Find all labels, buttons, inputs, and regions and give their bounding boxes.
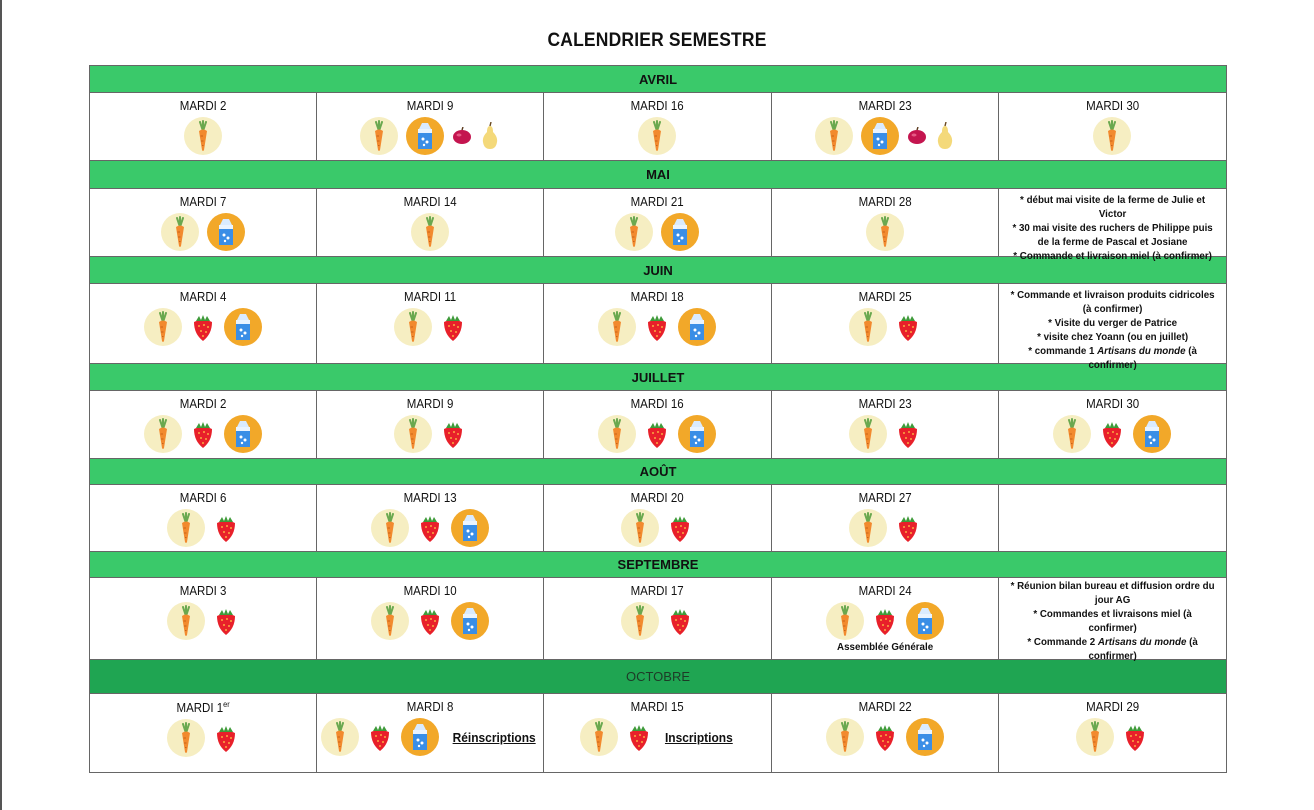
note-line: * Commandes et livraisons miel (à confirmer): [1033, 607, 1192, 634]
strawberry-icon: [190, 419, 216, 449]
notes: [1007, 284, 1218, 372]
month-header-octobre: OCTOBRE: [90, 660, 1226, 694]
note-line: * commande 1 Artisans du monde (à confirmer): [1027, 345, 1197, 371]
milk-carton-icon: [207, 213, 245, 251]
note-line: * Visite du verger de Patrice: [1047, 317, 1177, 329]
day-label: MARDI 13: [403, 491, 457, 505]
notes-cell: [999, 578, 1226, 662]
carrot-icon: [826, 602, 864, 640]
carrot-icon: [167, 602, 205, 640]
day-label: MARDI 3: [179, 584, 227, 598]
produce-icons: [317, 213, 543, 251]
carrot-icon: [598, 308, 636, 346]
milk-carton-icon: [224, 415, 262, 453]
produce-icons: [544, 602, 770, 640]
plum-icon: [452, 127, 472, 145]
day-cell: [544, 578, 771, 659]
carrot-icon: [394, 415, 432, 453]
strawberry-icon: [895, 419, 921, 449]
strawberry-icon: [417, 513, 443, 543]
day-label: MARDI 24: [858, 584, 912, 598]
strawberry-icon: [667, 513, 693, 543]
milk-carton-icon: [1133, 415, 1171, 453]
strawberry-icon: [644, 419, 670, 449]
notes-cell: [999, 189, 1226, 262]
month-row-juillet: [90, 391, 1226, 459]
month-header-mai: MAI: [90, 161, 1226, 189]
produce-icons: [999, 117, 1226, 155]
day-cell: [317, 694, 544, 772]
strawberry-icon: [213, 606, 239, 636]
note-line: * Commande et livraison miel (à confirmer): [1013, 250, 1212, 262]
day-cell: [317, 391, 544, 458]
day-label: MARDI 8: [406, 700, 454, 714]
produce-icons: [772, 718, 998, 756]
day-label: MARDI 15: [630, 700, 684, 714]
note-line: * 30 mai visite des ruchers de Philippe puis de la ferme de Pascal et Josiane: [1012, 222, 1213, 248]
day-label: MARDI 16: [630, 397, 684, 411]
produce-icons: [317, 718, 543, 756]
strawberry-icon: [213, 513, 239, 543]
day-cell: [772, 694, 999, 772]
produce-icons: [90, 415, 316, 453]
day-label: MARDI 2: [179, 397, 227, 411]
month-header-avril: AVRIL: [90, 66, 1226, 93]
note-line: * début mai visite de la ferme de Julie et Victor: [1019, 194, 1205, 220]
day-cell: [772, 284, 999, 363]
day-cell: [90, 694, 317, 772]
day-label: MARDI 21: [630, 195, 684, 209]
event-label: Assemblée Générale: [836, 641, 933, 653]
day-label: MARDI 29: [1085, 700, 1139, 714]
note-line: * Réunion bilan bureau et diffusion ordre du jour AG: [1010, 579, 1215, 606]
month-row-octobre: [90, 694, 1226, 772]
day-label: MARDI 16: [630, 99, 684, 113]
carrot-icon: [360, 117, 398, 155]
produce-icons: [90, 602, 316, 640]
notes-cell: [999, 284, 1226, 371]
strawberry-icon: [895, 312, 921, 342]
produce-icons: [772, 308, 998, 346]
day-cell: [90, 391, 317, 458]
note-line: * Commande 2 Artisans du monde (à confirmer): [1027, 635, 1198, 662]
produce-icons: [544, 415, 770, 453]
produce-icons: [999, 718, 1226, 756]
carrot-icon: [371, 602, 409, 640]
carrot-icon: [866, 213, 904, 251]
month-row-avril: [90, 93, 1226, 161]
day-cell: [772, 189, 999, 256]
note-line: * Commande et livraison produits cidricoles (à confirmer): [1010, 289, 1215, 315]
day-label: MARDI 23: [858, 99, 912, 113]
day-label: MARDI 14: [403, 195, 457, 209]
strawberry-icon: [367, 722, 393, 752]
month-header-juillet: JUILLET: [90, 364, 1226, 391]
month-header-septembre: SEPTEMBRE: [90, 552, 1226, 578]
notes: [1007, 189, 1218, 263]
carrot-icon: [321, 718, 359, 756]
milk-carton-icon: [406, 117, 444, 155]
calendar-table: [89, 65, 1227, 773]
strawberry-icon: [1099, 419, 1125, 449]
day-cell: [772, 391, 999, 458]
notes: [1007, 575, 1218, 663]
day-label: MARDI 9: [406, 397, 454, 411]
strawberry-icon: [1122, 722, 1148, 752]
carrot-icon: [615, 213, 653, 251]
day-cell: [999, 391, 1226, 458]
day-cell: [90, 189, 317, 256]
milk-carton-icon: [401, 718, 439, 756]
day-label: MARDI 9: [406, 99, 454, 113]
plum-icon: [907, 127, 927, 145]
day-label: MARDI 1er: [176, 700, 230, 716]
day-cell: [317, 284, 544, 363]
pear-icon: [480, 122, 500, 150]
milk-carton-icon: [678, 415, 716, 453]
strawberry-icon: [213, 723, 239, 753]
strawberry-icon: [644, 312, 670, 342]
produce-icons: [90, 509, 316, 547]
milk-carton-icon: [906, 718, 944, 756]
carrot-icon: [144, 415, 182, 453]
month-header-aout: AOÛT: [90, 459, 1226, 485]
milk-carton-icon: [224, 308, 262, 346]
day-label: MARDI 10: [403, 584, 457, 598]
produce-icons: [317, 602, 543, 640]
month-row-mai: [90, 189, 1226, 262]
day-cell: [544, 189, 771, 256]
carrot-icon: [849, 509, 887, 547]
day-cell: [772, 578, 999, 659]
produce-icons: [90, 719, 316, 757]
day-label: MARDI 30: [1085, 397, 1139, 411]
day-cell: [544, 694, 771, 772]
carrot-icon: [184, 117, 222, 155]
day-cell: [317, 578, 544, 659]
produce-icons: [317, 415, 543, 453]
day-label: MARDI 18: [630, 290, 684, 304]
strawberry-icon: [417, 606, 443, 636]
carrot-icon: [1053, 415, 1091, 453]
carrot-icon: [815, 117, 853, 155]
day-label: MARDI 2: [179, 99, 227, 113]
registration-label: Inscriptions: [664, 729, 733, 745]
produce-icons: [317, 117, 543, 155]
milk-carton-icon: [861, 117, 899, 155]
strawberry-icon: [190, 312, 216, 342]
carrot-icon: [638, 117, 676, 155]
day-label: MARDI 4: [179, 290, 227, 304]
carrot-icon: [161, 213, 199, 251]
day-cell: [90, 578, 317, 659]
day-label: MARDI 11: [404, 290, 457, 304]
produce-icons: [772, 213, 998, 251]
carrot-icon: [1076, 718, 1114, 756]
day-cell: [544, 93, 771, 160]
strawberry-icon: [872, 606, 898, 636]
produce-icons: [90, 117, 316, 155]
page-edge: [0, 0, 2, 810]
produce-icons: [772, 117, 998, 155]
carrot-icon: [1093, 117, 1131, 155]
carrot-icon: [849, 308, 887, 346]
day-cell: [317, 485, 544, 551]
registration-label: Réinscriptions: [452, 729, 536, 745]
milk-carton-icon: [678, 308, 716, 346]
day-label: MARDI 27: [858, 491, 912, 505]
day-label: MARDI 28: [858, 195, 912, 209]
strawberry-icon: [440, 419, 466, 449]
carrot-icon: [621, 509, 659, 547]
month-row-septembre: [90, 578, 1226, 660]
day-cell: [544, 284, 771, 363]
milk-carton-icon: [661, 213, 699, 251]
carrot-icon: [580, 718, 618, 756]
produce-icons: [544, 308, 770, 346]
carrot-icon: [411, 213, 449, 251]
produce-icons: [772, 602, 998, 640]
day-cell: [90, 284, 317, 363]
carrot-icon: [167, 719, 205, 757]
day-cell: [999, 93, 1226, 160]
day-cell: [544, 391, 771, 458]
day-cell: [772, 485, 999, 551]
produce-icons: [544, 117, 770, 155]
day-label: MARDI 20: [630, 491, 684, 505]
milk-carton-icon: [451, 602, 489, 640]
strawberry-icon: [667, 606, 693, 636]
milk-carton-icon: [451, 509, 489, 547]
day-label: MARDI 22: [858, 700, 912, 714]
month-row-juin: [90, 284, 1226, 371]
empty-cell: [999, 485, 1226, 551]
day-label: MARDI 7: [179, 195, 227, 209]
produce-icons: [544, 718, 770, 756]
carrot-icon: [598, 415, 636, 453]
day-cell: [90, 485, 317, 551]
day-label: MARDI 17: [630, 584, 684, 598]
strawberry-icon: [440, 312, 466, 342]
carrot-icon: [826, 718, 864, 756]
carrot-icon: [144, 308, 182, 346]
produce-icons: [317, 308, 543, 346]
produce-icons: [544, 213, 770, 251]
milk-carton-icon: [906, 602, 944, 640]
day-cell: [544, 485, 771, 551]
produce-icons: [999, 415, 1226, 453]
month-header-juin: JUIN: [90, 257, 1226, 284]
produce-icons: [90, 213, 316, 251]
strawberry-icon: [626, 722, 652, 752]
produce-icons: [772, 415, 998, 453]
month-row-aout: [90, 485, 1226, 552]
produce-icons: [317, 509, 543, 547]
day-label: MARDI 23: [858, 397, 912, 411]
note-line: * visite chez Yoann (ou en juillet): [1036, 331, 1188, 343]
carrot-icon: [371, 509, 409, 547]
produce-icons: [544, 509, 770, 547]
day-cell: [772, 93, 999, 160]
day-cell: [999, 694, 1226, 772]
day-cell: [317, 93, 544, 160]
page-title: CALENDRIER SEMESTRE: [547, 30, 767, 51]
produce-icons: [772, 509, 998, 547]
carrot-icon: [849, 415, 887, 453]
carrot-icon: [621, 602, 659, 640]
strawberry-icon: [895, 513, 921, 543]
day-label: MARDI 6: [179, 491, 227, 505]
day-label: MARDI 30: [1085, 99, 1139, 113]
carrot-icon: [167, 509, 205, 547]
pear-icon: [935, 122, 955, 150]
produce-icons: [90, 308, 316, 346]
day-label: MARDI 25: [858, 290, 912, 304]
day-cell: [317, 189, 544, 256]
strawberry-icon: [872, 722, 898, 752]
carrot-icon: [394, 308, 432, 346]
day-cell: [90, 93, 317, 160]
